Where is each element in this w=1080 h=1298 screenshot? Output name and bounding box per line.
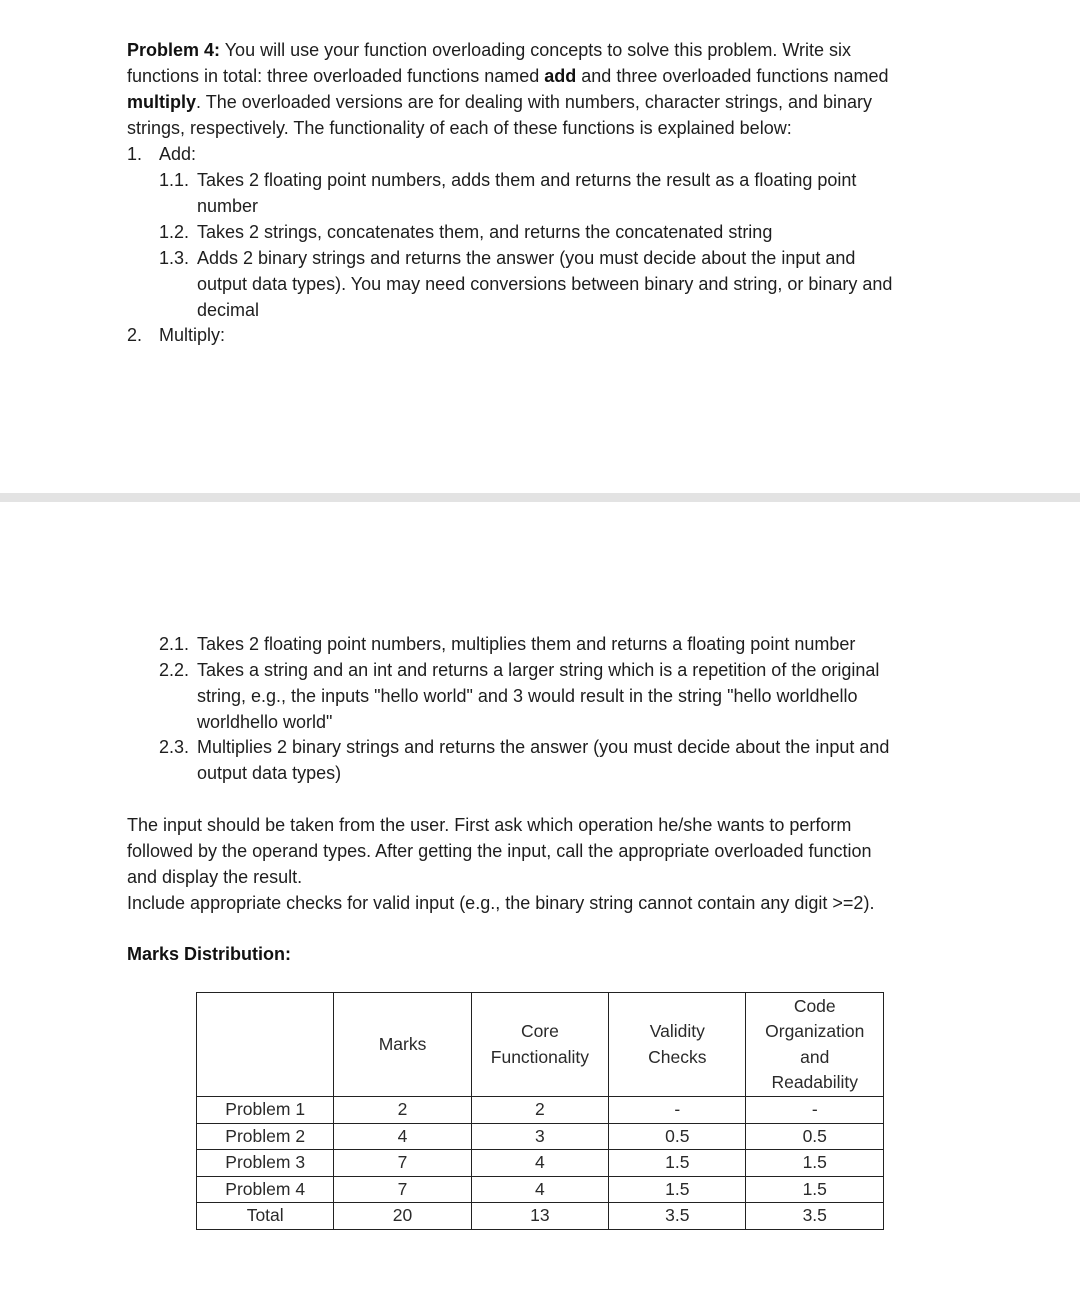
table-cell: Problem 3 <box>197 1150 334 1177</box>
table-cell: 4 <box>471 1176 608 1203</box>
table-cell: Problem 2 <box>197 1123 334 1150</box>
table-row <box>197 1097 884 1124</box>
sublist-number: 1.2. <box>159 222 190 242</box>
table-header-cell <box>197 993 334 1097</box>
paragraph-line: followed by the operand types. After getting the input, call the appropriate overloaded function <box>127 841 872 861</box>
table-cell: 20 <box>334 1203 471 1230</box>
document-page-2 <box>0 502 1080 1298</box>
list-item-text: decimal <box>197 300 260 320</box>
table-header-cell: Validity Checks <box>609 993 746 1097</box>
list-number: 2. <box>127 325 143 345</box>
multiply-section-label: Multiply: <box>159 325 226 345</box>
table-cell: 4 <box>334 1123 471 1150</box>
table-cell: 2 <box>471 1097 608 1124</box>
table-cell: 3.5 <box>609 1203 746 1230</box>
table-cell: - <box>746 1097 884 1124</box>
table-cell: 1.5 <box>746 1176 884 1203</box>
paragraph-line: and display the result. <box>127 867 303 887</box>
page-break <box>0 493 1080 502</box>
table-cell: 1.5 <box>609 1176 746 1203</box>
table-cell: 2 <box>334 1097 471 1124</box>
list-item-text: Multiplies 2 binary strings and returns the answer (you must decide about the input and <box>197 737 890 757</box>
table-cell: 1.5 <box>746 1150 884 1177</box>
intro-line-4: strings, respectively. The functionality of each of these functions is explained below: <box>127 118 792 138</box>
table-cell: 3 <box>471 1123 608 1150</box>
sublist-number: 1.3. <box>159 248 190 268</box>
table-cell: Problem 4 <box>197 1176 334 1203</box>
table-cell: - <box>609 1097 746 1124</box>
add-section-label: Add: <box>159 144 197 164</box>
table-cell: 0.5 <box>746 1123 884 1150</box>
problem-heading: Problem 4: <box>127 40 221 60</box>
intro-line-3: multiply. The overloaded versions are for dealing with numbers, character strings, and binary <box>127 92 873 112</box>
list-item-text: number <box>197 196 259 216</box>
table-header-cell: Core Functionality <box>471 993 608 1097</box>
table-cell: Problem 1 <box>197 1097 334 1124</box>
paragraph-line: Include appropriate checks for valid input (e.g., the binary string cannot contain any digit >=2). <box>127 893 875 913</box>
sublist-number: 2.3. <box>159 737 190 757</box>
table-cell: 7 <box>334 1176 471 1203</box>
paragraph-line: The input should be taken from the user. First ask which operation he/she wants to perform <box>127 815 852 835</box>
list-item-text: output data types) <box>197 763 342 783</box>
add-keyword: add <box>544 66 577 86</box>
table-row <box>197 1176 884 1203</box>
multiply-keyword: multiply <box>127 92 197 112</box>
table-cell: 4 <box>471 1150 608 1177</box>
table-header-row <box>197 993 884 1097</box>
intro-line-1: Problem 4: You will use your function overloading concepts to solve this problem. Write six <box>127 40 852 60</box>
table-row <box>197 1123 884 1150</box>
table-cell: 0.5 <box>609 1123 746 1150</box>
marks-table <box>196 992 884 1230</box>
list-item-text: output data types). You may need conversions between binary and string, or binary and <box>197 274 893 294</box>
list-item-text: Takes 2 strings, concatenates them, and returns the concatenated string <box>197 222 773 242</box>
table-header-cell: Code Organization and Readability <box>746 993 884 1097</box>
intro-line-2: functions in total: three overloaded functions named add and three overloaded functions named <box>127 66 889 86</box>
list-item-text: Takes 2 floating point numbers, multiplies them and returns a floating point number <box>197 634 856 654</box>
list-item-text: Takes 2 floating point numbers, adds them and returns the result as a floating point <box>197 170 857 190</box>
document-page-1 <box>0 0 1080 493</box>
list-item-text: Adds 2 binary strings and returns the answer (you must decide about the input and <box>197 248 856 268</box>
sublist-number: 2.1. <box>159 634 190 654</box>
table-cell: 7 <box>334 1150 471 1177</box>
table-cell: 3.5 <box>746 1203 884 1230</box>
table-cell: 13 <box>471 1203 608 1230</box>
list-item-text: string, e.g., the inputs "hello world" and 3 would result in the string "hello worldhello <box>197 686 858 706</box>
list-number: 1. <box>127 144 143 164</box>
table-header-cell: Marks <box>334 993 471 1097</box>
table-total-row <box>197 1203 884 1230</box>
table-cell: Total <box>197 1203 334 1230</box>
marks-heading: Marks Distribution: <box>127 944 292 964</box>
sublist-number: 1.1. <box>159 170 190 190</box>
list-item-text: Takes a string and an int and returns a larger string which is a repetition of the original <box>197 660 880 680</box>
sublist-number: 2.2. <box>159 660 190 680</box>
table-row <box>197 1150 884 1177</box>
table-cell: 1.5 <box>609 1150 746 1177</box>
list-item-text: worldhello world" <box>197 712 333 732</box>
